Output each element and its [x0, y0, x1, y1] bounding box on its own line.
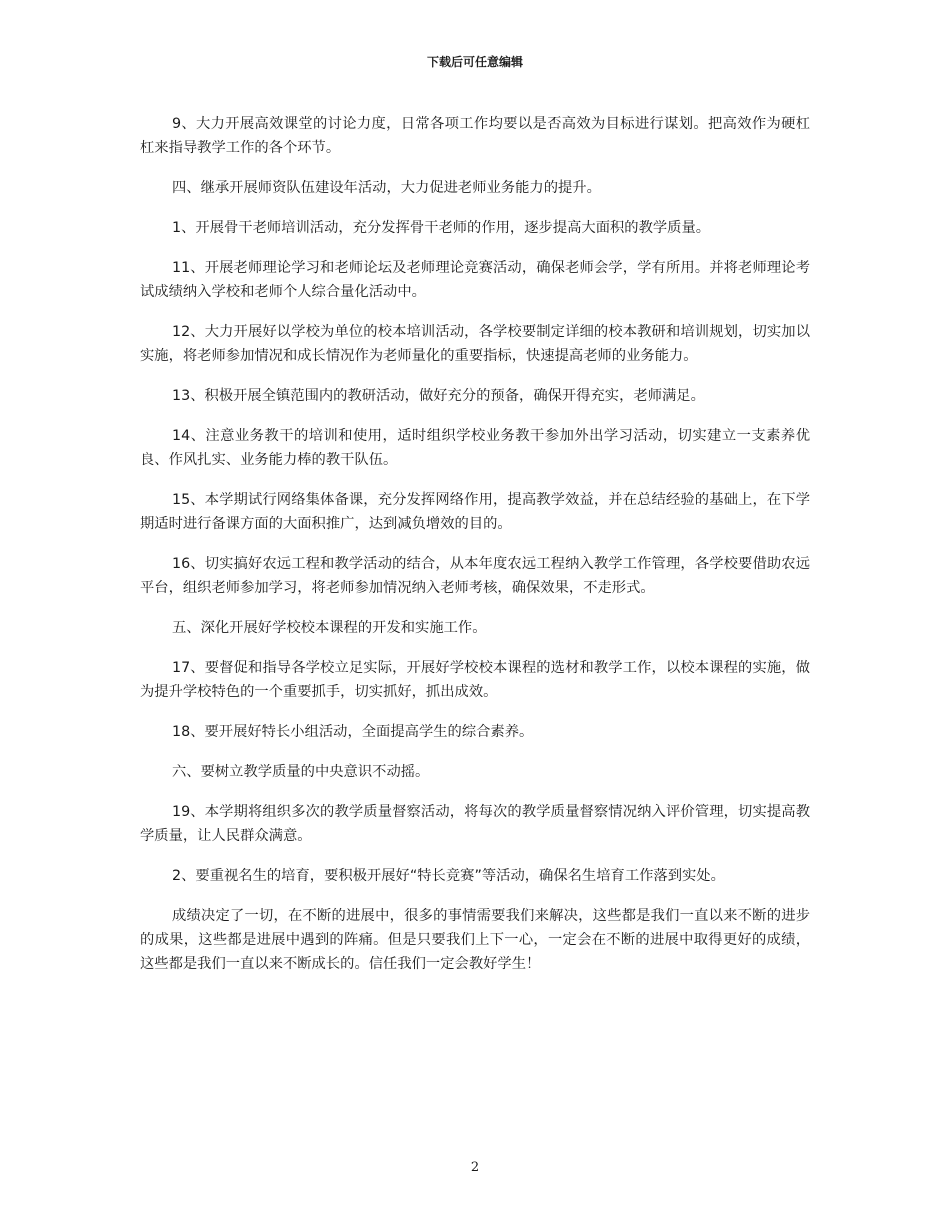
paragraph: 1、开展骨干老师培训活动，充分发挥骨干老师的作用，逐步提高大面积的教学质量。	[172, 220, 711, 236]
paragraph: 2、要重视名生的培育，要积极开展好“特长竞赛”等活动，确保名生培育工作落到实处。	[172, 868, 725, 884]
paragraph: 11、开展老师理论学习和老师论坛及老师理论竞赛活动，确保老师会学，学有所用。并将老师理论考试成绩纳入学校和老师个人综合量化活动中。	[140, 260, 810, 300]
section-heading: 六、要树立教学质量的中央意识不动摇。	[172, 764, 430, 780]
paragraph: 14、注意业务教干的培训和使用，适时组织学校业务教干参加外出学习活动，切实建立一支素养优良、作风扎实、业务能力棒的教干队伍。	[140, 428, 810, 468]
section-heading: 四、继承开展师资队伍建设年活动，大力促进老师业务能力的提升。	[172, 180, 601, 196]
document-body	[140, 112, 810, 992]
paragraph: 13、积极开展全镇范围内的教研活动，做好充分的预备，确保开得充实，老师满足。	[172, 388, 705, 404]
paragraph: 9、大力开展高效课堂的讨论力度，日常各项工作均要以是否高效为目标进行谋划。把高效作为硬杠杠来指导教学工作的各个环节。	[140, 116, 810, 156]
paragraph: 19、本学期将组织多次的教学质量督察活动，将每次的教学质量督察情况纳入评价管理，切实提高教学质量，让人民群众满意。	[140, 804, 810, 844]
page-number: 2	[470, 1160, 480, 1175]
page-header: 下载后可任意编辑	[426, 55, 523, 69]
paragraph: 12、大力开展好以学校为单位的校本培训活动，各学校要制定详细的校本教研和培训规划，切实加以实施，将老师参加情况和成长情况作为老师量化的重要指标，快速提高老师的业务能力。	[140, 324, 810, 364]
paragraph: 17、要督促和指导各学校立足实际，开展好学校校本课程的选材和教学工作，以校本课程的实施，做为提升学校特色的一个重要抓手，切实抓好，抓出成效。	[140, 660, 810, 700]
section-heading: 五、深化开展好学校校本课程的开发和实施工作。	[172, 620, 487, 636]
paragraph: 18、要开展好特长小组活动，全面提高学生的综合素养。	[172, 724, 534, 740]
closing-paragraph: 成绩决定了一切，在不断的进展中，很多的事情需要我们来解决，这些都是我们一直以来不断的进步的成果，这些都是进展中遇到的阵痛。但是只要我们上下一心，一定会在不断的进展中取得更好的成绩，这些都是我们一直以来不断成长的。信任我们一定会教好学生！	[140, 908, 810, 972]
paragraph: 15、本学期试行网络集体备课，充分发挥网络作用，提高教学效益，并在总结经验的基础上，在下学期适时进行备课方面的大面积推广，达到减负增效的目的。	[140, 492, 810, 532]
paragraph: 16、切实搞好农远工程和教学活动的结合，从本年度农远工程纳入教学工作管理，各学校要借助农远平台，组织老师参加学习，将老师参加情况纳入老师考核，确保效果，不走形式。	[140, 556, 810, 596]
